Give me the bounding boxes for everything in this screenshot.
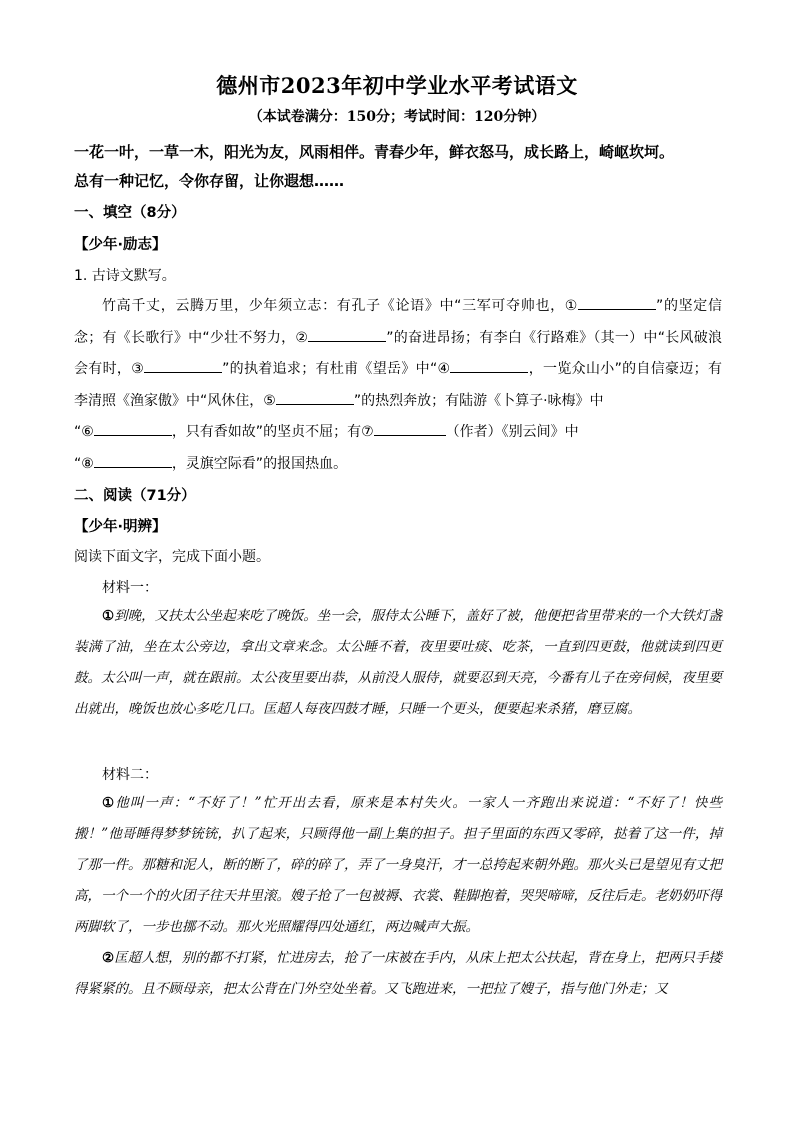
paragraph-marker: ② [102, 950, 115, 966]
exam-subtitle: （本试卷满分：150分；考试时间：120分钟） [248, 109, 546, 125]
passage-paragraph [74, 601, 722, 725]
exam-title: 德州市2023年初中学业水平考试语文 [216, 73, 578, 98]
material-1-label: 材料一： [102, 580, 158, 596]
poetry-fill-question [74, 291, 722, 480]
paragraph-marker: ① [102, 608, 115, 624]
exam-intro [74, 138, 724, 196]
paragraph-text: 匡超人想，别的都不打紧，忙进房去，抢了一床被在手内，从床上把太公扶起，背在身上，把两只手搂得紧紧的。且不顾母亲，把太公背在门外空处坐着。又飞跑进来，一把拉了嫂子，指与他门外走；又 [74, 950, 723, 997]
material-2-label: 材料二： [102, 767, 158, 783]
answer-blank-3[interactable] [144, 358, 222, 373]
paragraph-text: 到晚，又扶太公坐起来吃了晚饭。坐一会，服侍太公睡下，盖好了被，他便把省里带来的一个大铁灯盏装满了油，坐在太公旁边，拿出文章来念。太公睡不着，夜里要吐痰、吃茶，一直到四更鼓，他就读到四更鼓。太公叫一声，就在跟前。太公夜里要出恭，从前没人服侍，就要忍到天亮，今番有儿子在旁伺候，夜里要出就出，晚饭也放心多吃几口。匡超人每夜四鼓才睡，只睡一个更头，便要起来杀猪，磨豆腐。 [74, 608, 723, 717]
fill-text: “⑥ [74, 424, 94, 440]
fill-text: “⑧ [74, 455, 94, 472]
section-heading-reading: 二、阅读（71分） [74, 488, 196, 504]
answer-blank-6[interactable] [94, 421, 172, 436]
question-1-title: 1. 古诗文默写。 [74, 268, 176, 284]
material-1-passage [74, 601, 722, 725]
intro-line: 一花一叶，一草一木，阳光为友，风雨相伴。青春少年，鲜衣怒马，成长路上，崎岖坎坷。 [74, 143, 675, 161]
reading-instruction: 阅读下面文字，完成下面小题。 [74, 549, 270, 565]
material-2-passage [74, 788, 722, 1005]
answer-blank-1[interactable] [578, 295, 656, 310]
fill-paragraph [74, 291, 722, 417]
fill-paragraph [74, 417, 722, 449]
fill-text: ，一览众山小”的自信豪迈；有李清照《渔家傲》中“风休住，⑤ [74, 361, 722, 409]
intro-line: 总有一种记忆，令你存留，让你遐想…… [74, 172, 345, 190]
fill-text: ”的热烈奔放；有陆游《卜算子·咏梅》中 [353, 392, 604, 409]
fill-text: ”的坚定信念；有《长歌行》中“少壮不努力，② [74, 298, 722, 346]
passage-paragraph [74, 943, 722, 1005]
answer-blank-8[interactable] [94, 453, 172, 468]
answer-blank-5[interactable] [276, 390, 354, 405]
fill-paragraph [74, 449, 722, 481]
paragraph-text: 他叫一声：“不好了！”忙开出去看，原来是本村失火。一家人一齐跑出来说道：“不好了！快些搬！”他哥睡得梦梦铳铳，扒了起来，只顾得他一副上集的担子。担子里面的东西又零碎，挞着了这一件，掉了那一件。那糖和泥人，断的断了，碎的碎了，弄了一身臭汗，才一总挎起来朝外跑。那火头已是望见有丈把高，一个一个的火团子往天井里滚。嫂子抢了一包被褥、衣裳、鞋脚抱着，哭哭啼啼，反往后走。老奶奶吓得两脚软了，一步也挪不动。那火光照耀得四处通红，两边喊声大振。 [74, 795, 722, 935]
fill-text: ”的执着追求；有杜甫《望岳》中“④ [222, 361, 451, 377]
fill-text: ，只有香如故”的坚贞不屈；有⑦ [171, 424, 374, 440]
section-theme-youth-discernment: 【少年·明辨】 [74, 519, 167, 535]
fill-text: ”的奋进昂扬；有李白《行路难》（其一）中“长风破浪会有时，③ [74, 329, 722, 377]
fill-text: ，灵旗空际看”的报国热血。 [171, 455, 348, 472]
paragraph-marker: ① [102, 795, 116, 811]
answer-blank-2[interactable] [308, 327, 386, 342]
fill-text: （作者）《别云间》中 [445, 424, 579, 440]
section-theme-youth-aspiration: 【少年·励志】 [74, 237, 167, 253]
passage-paragraph [74, 788, 722, 943]
answer-blank-7[interactable] [374, 421, 446, 436]
fill-text: 竹高千丈，云腾万里，少年须立志：有孔子《论语》中“三军可夺帅也，① [102, 298, 579, 314]
answer-blank-4[interactable] [450, 358, 528, 373]
section-heading-fill: 一、填空（8分） [74, 205, 186, 221]
